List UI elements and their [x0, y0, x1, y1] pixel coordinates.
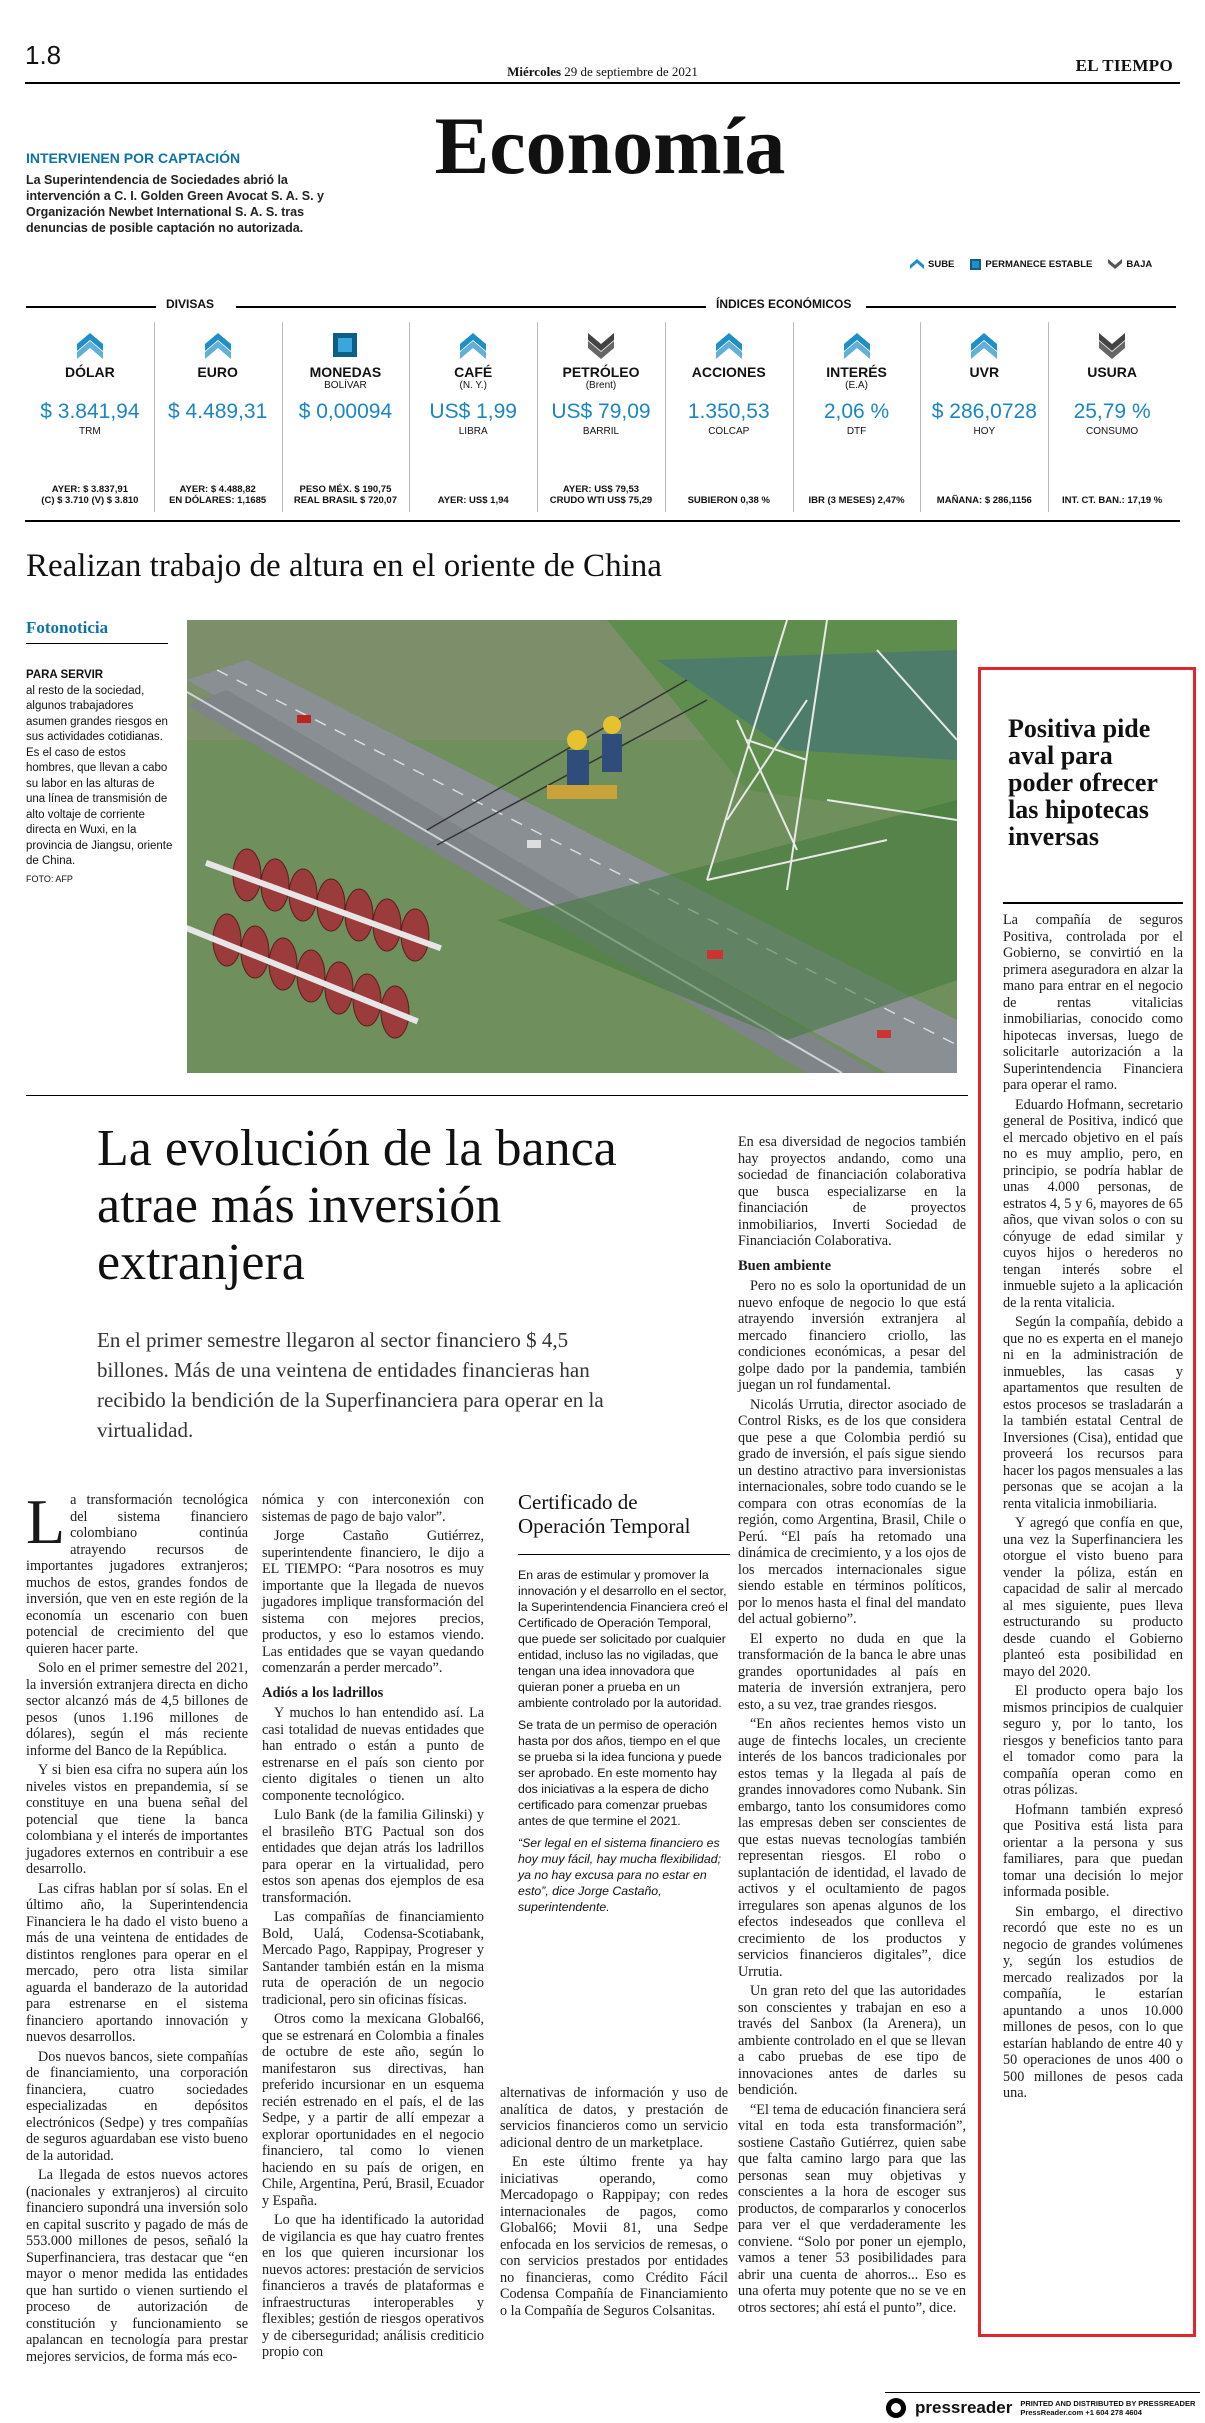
sidebar-rule	[1003, 902, 1183, 904]
up-chevron-icon	[458, 330, 488, 360]
legend-up	[910, 258, 954, 270]
indicator-foot	[920, 495, 1048, 506]
paragraph: Otros como la mexicana Global66, que se estrenará en Colombia a finales de octubre de este año, según lo manifestaron sus directivas, han preferido incursionar en un esquema recién estrenado en el país, el de las Sedpe, y a partir de allí empezar a explorar oportunidades en el negocio financiero, tal como lo vienen haciendo en su país de origen, en Chile, Argentina, Perú, Brasil, Ecuador y España.	[262, 2011, 484, 2209]
indicator-foot-2: EN DÓLARES: 1,1685	[169, 495, 267, 506]
indicator-monedas	[282, 312, 410, 512]
photo-kicker: Fotonoticia	[26, 618, 109, 637]
indicator-foot-2: IBR (3 MESES) 2,47%	[808, 495, 905, 506]
paragraph: Las compañías de financiamiento Bold, Ualá, Codensa-Scotiabank, Mercado Pago, Rappipay, Progreser y Santander también están en la misma ruta de operación de un negocio tradicional, pero sin oficinas físicas.	[262, 1909, 484, 2008]
legend-down-label: BAJA	[1126, 258, 1153, 270]
indicator-foot	[282, 484, 410, 506]
paragraph: Jorge Castaño Gutiérrez, superintendente financiero, le dijo a EL TIEMPO: “Para nosotros es muy importante que la llegada de nuevos jugadores implique transformación del sistema con mejores precios, productos, y eso lo estamos viendo. Las entidades que se vayan quedando comenzarán a perder mercado”.	[262, 1528, 484, 1676]
paragraph: a transformación tecnológica del sistema financiero colombiano continúa atrayendo recursos de importantes jugadores extranjeros; muchos de estos, grandes fondos de inversión, que ven en este región de la economía un escenario con buen potencial de crecimiento del que quieren hacer parte.	[26, 1492, 248, 1657]
legend-stable-label: PERMANECE ESTABLE	[985, 258, 1093, 270]
indicator-value: 2,06 %	[823, 400, 890, 423]
indicator-separator	[1048, 322, 1049, 512]
photo-credit: FOTO: AFP	[26, 873, 73, 884]
paragraph: Solo en el primer semestre del 2021, la inversión extranjera directa en dicho sector alcanzó más de 4,5 billones de pesos (unos 1.196 millones de dólares), según el más reciente informe del Banco de la República.	[26, 1660, 248, 1759]
indicator-unit	[154, 426, 282, 437]
indicator-unit: DTF	[846, 426, 867, 437]
indicator-unit: LIBRA	[458, 426, 488, 437]
sidebar-headline: Positiva pide aval para poder ofrecer las hipotecas inversas	[1008, 714, 1158, 851]
indicator-sub	[154, 380, 282, 392]
indicator-separator	[409, 322, 410, 512]
indicator-unit: TRM	[79, 426, 101, 437]
indicator-value: $ 286,0728	[931, 400, 1037, 423]
footer-brand: pressreader	[915, 2397, 1013, 2417]
main-deck: En el primer semestre llegaron al sector financiero $ 4,5 billones. Más de una veintena de entidades financieras han recibido la bendición de la Superfinanciera para operar en la virtualidad.	[97, 1328, 604, 1442]
indicator-interés	[793, 312, 921, 512]
legend-up-label: SUBE	[928, 258, 955, 270]
photo-illustration	[187, 620, 957, 1073]
main-col-3-text	[500, 2085, 728, 2319]
indices-label: ÍNDICES ECONÓMICOS	[716, 297, 852, 311]
indicator-separator	[793, 322, 794, 512]
paragraph: Un gran reto del que las autoridades son conscientes y trabajan en eso a través del Sanbox (la Arenera), un ambiente controlado en el que se llevan a cabo pruebas de ese tipo de innovaciones antes de darles su bendición.	[738, 1983, 966, 2098]
indicator-value: $ 3.841,94	[40, 400, 140, 423]
photo-power-line-workers	[187, 620, 957, 1073]
up-chevron-icon	[969, 330, 999, 360]
subheading: Adiós a los ladrillos	[262, 1684, 384, 1701]
footer-line-1: PRINTED AND DISTRIBUTED BY PRESSREADER	[1020, 2398, 1196, 2408]
header-rule	[25, 82, 1180, 84]
photo-kicker-rule	[26, 643, 168, 644]
indicator-name: CAFÉ	[454, 364, 493, 380]
certificado-p1: En aras de estimular y promover la innovación y el desarrollo en el sector, la Superintendencia Financiera creó el Certificado de Operación Temporal, que puede ser solicitado por cualquier entidad, incluso las no vigiladas, que tengan una idea innovadora que quieran poner a prueba en un ambiente controlado por la autoridad.	[518, 1568, 728, 1710]
indicator-separator	[665, 322, 666, 512]
down-chevron-icon	[1108, 258, 1122, 270]
indicator-sub: (E.A)	[845, 380, 868, 391]
indicator-foot	[665, 495, 793, 506]
sidebar-box	[978, 667, 1196, 2337]
indicator-petróleo	[537, 312, 665, 512]
paragraph: Y si bien esa cifra no supera aún los niveles vistos en prepandemia, sí se constituye en una buena señal del potencial que tiene la banca colombiana y el interés de importantes jugadores externos en contribuir a ese desarrollo.	[26, 1762, 248, 1877]
paragraph: alternativas de información y uso de analítica de datos, y prestación de servicios financieros como un servicio adicional dentro de un marketplace.	[500, 2085, 728, 2151]
paragraph: nómica y con interconexión con sistemas de pago de bajo valor”.	[262, 1492, 484, 1525]
indicator-name: DÓLAR	[64, 364, 115, 380]
indicator-foot	[26, 484, 154, 506]
indicator-foot-1: AYER: $ 3.837,91	[51, 484, 128, 495]
indicator-sub	[1048, 380, 1176, 392]
indicator-sub: BOLÍVAR	[324, 380, 367, 391]
indicator-separator	[537, 322, 538, 512]
indicator-sub: (Brent)	[585, 380, 617, 391]
indicator-foot-2: MAÑANA: $ 286,1156	[936, 495, 1032, 506]
main-col-4	[738, 1134, 966, 2319]
indicator-foot	[1048, 495, 1176, 506]
paragraph: Eduardo Hofmann, secretario general de Positiva, indicó que el mercado objetivo en el país no es muy amplio, pero, en principio, se podría hablar de unas 4.000 personas, de estratos 4, 5 y 6, mayores de 65 años, que vivan solos o con su cónyuge de edad similar y cuyos hijos o herederos no tengan interés sobre el inmueble sujeto a la aplicación de la renta vitalicia.	[1003, 1096, 1183, 1311]
photo-caption-text: al resto de la sociedad, algunos trabajadores asumen grandes riesgos en sus actividades cotidianas. Es el caso de estos hombres, que llevan a cabo su labor en las alturas de una línea de transmisión de alto voltaje de corriente directa en Wuxi, en la provincia de Jiangsu, oriente de China.	[26, 684, 173, 867]
paragraph: Lo que ha identificado la autoridad de vigilancia es que hay cuatro frentes en los que quieren incursionar los nuevos actores: prestación de servicios financieros a través de plataformas e infraestructuras interoperables y flexibles; gestión de riesgos operativos y de ciberseguridad; análisis crediticio propio con	[262, 2212, 484, 2360]
paragraph: La llegada de estos nuevos actores (nacionales y extranjeros) al circuito financiero supondrá una inversión solo en capital suscrito y pagado de más de 553.000 millones de pesos, señaló la Superfinanciera, tras destacar que “en mayor o menor medida las entidades que han surtido o vienen surtiendo el proceso de autorización de constitución y funcionamiento se apalancan en tecnología para prestar mejores servicios, de forma más eco-	[26, 2167, 248, 2365]
paragraph: Sin embargo, el directivo recordó que este no es un negocio de grandes volúmenes y, según los estudios de mercado realizados por la compañía, le estarían apuntando a unos 10.000 millones de pesos, con lo que estarían hablando de entre 40 y 50 operaciones de unos 400 o 500 millones de pesos cada una.	[1003, 1903, 1183, 2101]
indicator-separator	[154, 322, 155, 512]
indicator-name: EURO	[197, 364, 238, 380]
indicator-unit: COLCAP	[708, 426, 750, 437]
legend-down	[1108, 258, 1152, 270]
newspaper-name: EL TIEMPO	[1075, 56, 1173, 75]
indicator-foot-1: AYER: $ 4.488,82	[179, 484, 256, 495]
dateline	[380, 64, 825, 80]
main-col-1-text	[26, 1486, 248, 2365]
paragraph: Dos nuevos bancos, siete compañías de financiamiento, una corporación financiera, cuatro sociedades especializadas en depósitos electrónicos (Sedpe) y tres compañías de seguros aguardaban ese visto bueno de la autoridad.	[26, 2048, 248, 2164]
drop-cap: L	[26, 1486, 66, 1557]
paragraph: Las cifras hablan por sí solas. En el último año, la Superintendencia Financiera le ha dado el visto bueno a más de una veintena de entidades de distintos renglones para operar en el mercado, pero otra lista similar aguarda el banderazo de la autoridad para estrenarse en el sistema financiero aportando innovación y nuevos desarrollos.	[26, 1880, 248, 2045]
indicator-foot-2: CRUDO WTI US$ 75,29	[549, 495, 653, 506]
up-chevron-icon	[203, 330, 233, 360]
indicator-foot-1: PESO MÉX. $ 190,75	[299, 484, 392, 495]
certificado-p3: “Ser legal en el sistema financiero es hoy muy fácil, hay mucha flexibilidad; ya no hay excusa para no estar en esto”, dice Jorge Castaño, superintendente.	[518, 1836, 721, 1914]
indicator-unit	[282, 426, 410, 437]
certificado-body	[518, 1567, 730, 1915]
up-chevron-icon	[910, 258, 924, 270]
indicator-separator	[282, 322, 283, 512]
section-title: Economía	[434, 100, 786, 191]
indicator-foot	[793, 495, 921, 506]
indicator-foot-2: (C) $ 3.710 (V) $ 3.810	[41, 495, 139, 506]
certificado-rule	[518, 1554, 730, 1555]
paragraph: Hofmann también expresó que Positiva está lista para orientar a la persona y sus familiares, para que puedan tomar una decisión lo mejor informada posible.	[1003, 1801, 1183, 1900]
indicator-sub: (N. Y.)	[459, 380, 487, 391]
indicator-sub	[665, 380, 793, 392]
trend-legend	[910, 258, 1152, 270]
footer-bar	[885, 2392, 1200, 2422]
brief-text: La Superintendencia de Sociedades abrió la intervención a C. I. Golden Green Avocat S. A. S. y Organización Newbet International S. A. S. tras denuncias de posible captación no autorizada.	[26, 173, 324, 235]
indicator-value: US$ 1,99	[429, 400, 517, 423]
indices-rule-right	[866, 306, 1176, 308]
indicator-euro	[154, 312, 282, 512]
up-chevron-icon	[714, 330, 744, 360]
main-story-rule	[26, 1095, 968, 1096]
indicator-foot	[409, 495, 537, 506]
up-chevron-icon	[842, 330, 872, 360]
indicator-value: 25,79 %	[1073, 400, 1151, 423]
indicators-bottom-rule	[25, 520, 1180, 522]
indicator-name: INTERÉS	[826, 364, 887, 380]
down-chevron-icon	[1097, 330, 1127, 360]
indicator-foot	[154, 484, 282, 506]
indicator-café	[409, 312, 537, 512]
photo-caption-lead: PARA SERVIR	[26, 669, 104, 681]
paragraph: En este último frente ya hay iniciativas operando, como Mercadopago o Rappipay; con redes internacionales de pagos, como Global66; Movii 81, una Sedpe enfocada en los servicios de remesas, o con servicios prestados por entidades no financieras, como Crédito Fácil Codensa Compañía de Financiamiento o la Compañía de Seguros Colsanitas.	[500, 2154, 728, 2319]
indicator-sub	[26, 380, 154, 392]
brief-kicker: INTERVIENEN POR CAPTACIÓN	[26, 150, 241, 166]
indicator-foot	[537, 484, 665, 506]
indicator-name: MONEDAS	[309, 364, 382, 380]
indicator-foot-2: SUBIERON 0,38 %	[687, 495, 770, 506]
main-col-2-text	[262, 1492, 484, 2361]
indicator-uvr	[920, 312, 1048, 512]
photo-headline: Realizan trabajo de altura en el oriente de China	[26, 548, 662, 584]
divisas-rule-left	[26, 306, 156, 308]
paragraph: Y agregó que confía en que, una vez la Superfinanciera les otorgue el visto bueno para vender la póliza, están en capacidad de salir al mercado al mes siguiente, pues lleva estructurando su producto desde cuando el Gobierno planteó esta posibilidad en mayo del 2020.	[1003, 1515, 1183, 1680]
indicator-name: PETRÓLEO	[562, 364, 640, 380]
footer-credits	[1020, 2399, 1195, 2417]
main-col-2	[262, 1492, 484, 2364]
indicator-acciones	[665, 312, 793, 512]
page-number: 1.8	[25, 40, 62, 70]
divisas-label: DIVISAS	[166, 297, 215, 311]
paragraph: Y muchos lo han entendido así. La casi totalidad de nuevas entidades que han entrado o están a punto de estrenarse en el país son ciento por ciento digitales o tienen un alto componente tecnológico.	[262, 1705, 484, 1804]
indicators-panel	[26, 292, 1176, 518]
main-col-1	[26, 1486, 248, 2368]
down-chevron-icon	[586, 330, 616, 360]
paragraph: La compañía de seguros Positiva, controlada por el Gobierno, se convirtió en la primera aseguradora en alzar la mano para entrar en el negocio de rentas vitalicias inmobiliarias, conocido como hipotecas inversas, luego de solicitarle autorización a la Superintendencia Financiera para operar el ramo.	[1003, 912, 1183, 1093]
indicator-usura	[1048, 312, 1176, 512]
date-rest: 29 de septiembre de 2021	[564, 64, 698, 79]
indicator-value: 1.350,53	[687, 400, 770, 423]
photo-caption	[26, 668, 176, 887]
date-weekday: Miércoles	[507, 64, 562, 79]
indices-rule-left	[236, 306, 706, 308]
paragraph: En esa diversidad de negocios también hay proyectos andando, como una sociedad de financiación colaborativa que busca especializarse en la financiación de proyectos inmobiliarios, Inverti Sociedad de Financiación Colaborativa.	[738, 1134, 966, 1249]
indicator-separator	[920, 322, 921, 512]
indicator-unit: BARRIL	[582, 426, 620, 437]
indicator-value: $ 0,00094	[298, 400, 393, 423]
certificado-title: Certificado de Operación Temporal	[518, 1490, 691, 1538]
subheading: Buen ambiente	[738, 1257, 832, 1274]
indicator-name: USURA	[1087, 364, 1137, 380]
stable-square-icon	[970, 259, 981, 270]
certificado-box	[518, 1490, 730, 2035]
indicator-unit: CONSUMO	[1085, 426, 1139, 437]
paragraph: “En años recientes hemos visto un auge de fintechs locales, un creciente interés de los bancos tradicionales por estos temas y la llegada al país de grandes innovadores como Nubank. Sin embargo, tanto los consumidores como las empresas deben ser conscientes de que estas nuevas tecnologías también representan riesgos. El robo o suplantación de identidad, el lavado de activos y el ocultamiento de pagos irregulares son apenas algunos de los efectos indeseados que conlleva el crecimiento de los productos y servicios financieros digitales”, dice Urrutia.	[738, 1716, 966, 1980]
indicator-foot-1: AYER: US$ 79,53	[562, 484, 640, 495]
indicator-foot-2: INT. CT. BAN.: 17,19 %	[1061, 495, 1163, 506]
indicator-name: ACCIONES	[691, 364, 766, 380]
paragraph: “El tema de educación financiera será vital en toda esta transformación”, sostiene Castaño Gutiérrez, quien sabe que falta camino largo para que las personas sean muy objetivas y conscientes a la hora de escoger sus productos, de compararlos y conocerlos para ver el que verdaderamente les conviene. “Solo por poner un ejemplo, vamos a tener 53 posibilidades para abrir una cuenta de ahorros... Eso es una oferta muy potente que no se ve en otros sectores; ahí está el punto”, dice.	[738, 2101, 966, 2316]
pressreader-logo-icon	[885, 2397, 907, 2419]
paragraph: Lulo Bank (de la familia Gilinski) y el brasileño BTG Pactual son dos entidades que dejan atrás los ladrillos para operar en la virtualidad, pero estos son apenas dos ejemplos de esa transformación.	[262, 1807, 484, 1906]
indicator-dólar	[26, 312, 154, 512]
main-col-3	[500, 2085, 728, 2322]
indicator-value: US$ 79,09	[551, 400, 651, 423]
indicator-sub	[920, 380, 1048, 392]
sidebar-text	[1003, 912, 1183, 2105]
certificado-p2: Se trata de un permiso de operación hasta por dos años, tiempo en el que se prueba si la idea funciona y puede ser aprobado. En este momento hay dos iniciativas a la espera de dicho certificado para comenzar pruebas antes de que termine el 2021.	[518, 1718, 722, 1828]
paragraph: Según la compañía, debido a que no es experta en el manejo ni en la administración de inmuebles, las casas y apartamentos que resulten de estos procesos se trasladarán a la también estatal Central de Inversiones (Cisa), entidad que proveerá los recursos para hacer los pagos mensuales a las personas que se acojan a la renta vitalicia inmobiliaria.	[1003, 1314, 1183, 1512]
main-col-4-text	[738, 1134, 966, 2316]
indicator-name: UVR	[969, 364, 1000, 380]
legend-stable	[970, 258, 1092, 270]
paragraph: El experto no duda en que la transformación de la banca le abre unas grandes oportunidades al país en materia de inversión extranjera, pero esto, a su vez, trae grandes riesgos.	[738, 1630, 966, 1713]
indicator-foot-2: AYER: US$ 1,94	[437, 495, 509, 506]
main-headline: La evolución de la banca atrae más inversión extranjera	[97, 1120, 617, 1291]
indicator-foot-2: REAL BRASIL $ 720,07	[293, 495, 397, 506]
stable-square-icon	[330, 330, 360, 360]
paragraph: El producto opera bajo los mismos principios de cualquier seguro y, por lo tanto, los riesgos y beneficios tanto para el tomador como para la compañía operan como en otras pólizas.	[1003, 1683, 1183, 1798]
up-chevron-icon	[75, 330, 105, 360]
indicator-value: $ 4.489,31	[168, 400, 268, 423]
footer-line-2: PressReader.com +1 604 278 4604	[1020, 2407, 1142, 2417]
paragraph: Pero no es solo la oportunidad de un nuevo enfoque de negocio lo que está atrayendo inversión extranjera al mercado financiero criollo, las condiciones económicas, a pesar del golpe dado por la pandemia, también juegan un rol fundamental.	[738, 1278, 966, 1393]
indicator-unit: HOY	[973, 426, 996, 437]
paragraph: Nicolás Urrutia, director asociado de Control Risks, es de los que considera que pese a que Colombia perdió su grado de inversión, el país sigue siendo un destino atractivo para inversionistas internacionales, sobre todo cuando se le compara con otras economías de la región, como Argentina, Brasil, Chile o Perú. “El país ha retomado una dinámica de crecimiento, y a los ojos de los mercados internacionales sigue siendo estable en términos políticos, por lo menos hasta el final del mandato del actual gobierno”.	[738, 1396, 966, 1627]
